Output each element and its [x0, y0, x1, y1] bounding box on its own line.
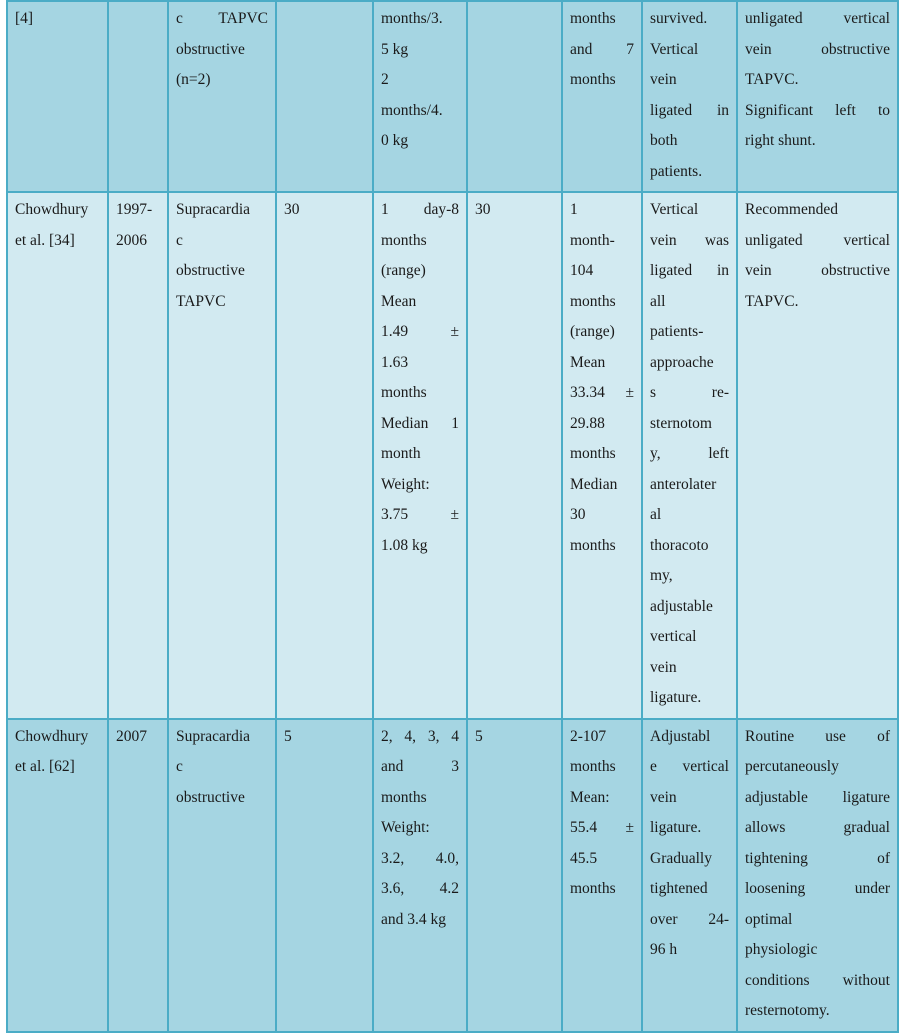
cell-word: 33.34: [570, 384, 605, 401]
technique-cell: [642, 719, 737, 1032]
cell-line: months/3.: [381, 10, 443, 27]
cell-line: months: [570, 536, 616, 554]
cell-word: unligated: [745, 10, 803, 27]
cell-word: of: [877, 727, 890, 745]
cell-word: under: [854, 880, 890, 897]
cell-line: right shunt.: [745, 132, 816, 149]
cell-line: 1997-: [116, 201, 153, 218]
cell-line: 0 kg: [381, 132, 409, 149]
cell-word: c: [176, 10, 183, 27]
cell-word: conditions: [745, 971, 810, 989]
cell-line: [650, 96, 729, 127]
survivors-cell: [467, 719, 562, 1032]
cell-word: 24-: [708, 910, 729, 928]
cell-line: [570, 813, 634, 844]
cell-line: approache: [650, 353, 714, 371]
cell-word: re-: [711, 384, 729, 401]
cell-word: day-8: [423, 201, 459, 218]
age-weight-cell: [373, 192, 467, 719]
cell-line: al: [650, 506, 662, 523]
cell-word: 1: [451, 414, 459, 432]
cell-line: Recommended: [745, 201, 838, 218]
cell-word: over: [650, 910, 678, 928]
cell-word: s: [650, 384, 657, 401]
cell-line: months: [381, 231, 427, 249]
cell-line: months: [570, 10, 616, 27]
survivors-cell: [467, 192, 562, 719]
cell-word: 4.2: [439, 880, 459, 897]
cell-word: 3.75: [381, 506, 409, 523]
cell-line: [745, 966, 890, 997]
cell-line: patients-: [650, 323, 704, 340]
years-cell: [108, 192, 168, 719]
cell-line: [745, 844, 890, 875]
cell-line: [650, 378, 729, 409]
cell-line: [745, 256, 890, 287]
cell-line: vein: [650, 658, 677, 676]
cell-word: left: [835, 101, 856, 119]
cell-line: months: [570, 758, 616, 775]
cell-line: [381, 844, 459, 875]
cell-line: optimal: [745, 910, 793, 928]
cell-line: Vertical: [650, 201, 699, 218]
cell-word: Routine: [745, 727, 795, 745]
cell-line: months: [570, 71, 616, 88]
cell-line: 2007: [116, 727, 147, 745]
cell-line: all: [650, 292, 666, 310]
cell-line: [745, 722, 890, 753]
cell-word: vein: [745, 262, 772, 279]
cell-line: vertical: [650, 628, 697, 645]
cell-line: resternotomy.: [745, 1002, 830, 1019]
cell-line: percutaneously: [745, 758, 839, 775]
cell-line: patients.: [650, 162, 703, 180]
cell-line: [650, 905, 729, 936]
conclusion-cell: [737, 1, 898, 192]
follow-up-cell: [562, 192, 642, 719]
cell-line: c: [176, 231, 183, 249]
cell-word: vein: [650, 231, 677, 249]
cell-line: TAPVC: [176, 292, 226, 310]
cell-word: ±: [450, 506, 459, 523]
cell-word: allows: [745, 819, 786, 836]
cell-line: obstructive: [176, 40, 245, 58]
cell-line: 1.08 kg: [381, 536, 428, 554]
cell-line: 29.88: [570, 414, 605, 432]
technique-cell: [642, 1, 737, 192]
tapvc-type-cell: [168, 192, 276, 719]
cell-word: use: [825, 727, 846, 745]
cell-line: [176, 4, 268, 35]
cell-line: Chowdhury: [15, 201, 89, 218]
cell-line: [650, 226, 729, 257]
cell-word: ±: [625, 819, 634, 836]
cell-line: [745, 783, 890, 814]
cell-line: [381, 195, 459, 226]
cell-line: 45.5: [570, 849, 598, 867]
cell-line: [4]: [15, 10, 34, 27]
cell-word: tightening: [745, 849, 808, 867]
cell-line: [570, 35, 634, 66]
cell-line: Weight:: [381, 819, 430, 836]
table-row: [7, 719, 898, 1032]
cell-line: month: [381, 445, 421, 462]
cell-line: months: [381, 384, 427, 401]
table-row: [7, 192, 898, 719]
cell-line: 104: [570, 262, 594, 279]
cell-line: Mean: [381, 292, 417, 310]
cell-line: (range): [381, 262, 426, 279]
cell-line: [745, 35, 890, 66]
cell-line: my,: [650, 567, 673, 584]
conclusion-cell: [737, 192, 898, 719]
cell-line: tightened: [650, 880, 708, 897]
cell-line: [570, 378, 634, 409]
cell-word: 3.6,: [381, 880, 405, 897]
cell-line: Gradually: [650, 849, 712, 867]
cell-line: physiologic: [745, 941, 818, 958]
cell-word: 2,: [381, 727, 393, 745]
cell-word: to: [877, 101, 890, 119]
cell-line: (n=2): [176, 71, 211, 88]
age-weight-cell: [373, 1, 467, 192]
cell-word: Significant: [745, 101, 814, 119]
cell-line: [650, 256, 729, 287]
cell-line: Adjustabl: [650, 727, 711, 745]
cell-line: [745, 4, 890, 35]
cell-line: months/4.: [381, 101, 443, 119]
cell-word: vein: [745, 40, 772, 58]
cell-word: ligated: [650, 262, 693, 279]
cell-line: Median: [570, 475, 618, 493]
cell-line: 30: [284, 201, 300, 218]
cell-line: 1.63: [381, 353, 409, 371]
cell-line: 1: [570, 201, 578, 218]
cell-word: ligated: [650, 101, 693, 119]
cell-line: and 3.4 kg: [381, 910, 447, 928]
cell-line: 5: [475, 727, 483, 745]
cell-word: 1: [381, 201, 389, 218]
cell-line: Mean:: [570, 788, 610, 806]
cell-line: months: [570, 292, 616, 310]
years-cell: [108, 719, 168, 1032]
cell-word: ligature: [842, 788, 890, 806]
cell-line: anterolater: [650, 475, 717, 493]
cell-line: Supracardia: [176, 727, 251, 745]
cell-word: was: [704, 231, 729, 249]
cell-line: [650, 752, 729, 783]
cell-word: 7: [626, 40, 634, 58]
cell-word: vertical: [843, 10, 890, 27]
cell-line: [650, 439, 729, 470]
cell-line: (range): [570, 323, 615, 340]
study-cell: [7, 719, 108, 1032]
age-weight-cell: [373, 719, 467, 1032]
cell-word: Median: [381, 414, 429, 432]
study-cell: [7, 1, 108, 192]
cell-line: sternotom: [650, 414, 712, 432]
cell-line: TAPVC.: [745, 292, 799, 310]
patient-count-cell: [276, 192, 373, 719]
cell-word: 1.49: [381, 323, 409, 340]
cell-word: gradual: [843, 819, 890, 836]
cell-line: 2: [381, 71, 389, 88]
cell-word: adjustable: [745, 788, 808, 806]
cell-word: e: [650, 758, 657, 775]
cell-word: y,: [650, 445, 661, 462]
cell-line: c: [176, 758, 183, 775]
cell-line: months: [381, 788, 427, 806]
cell-line: 5 kg: [381, 40, 409, 58]
table-row: [7, 1, 898, 192]
cell-line: et al. [34]: [15, 231, 75, 249]
cell-line: [381, 500, 459, 531]
study-cell: [7, 192, 108, 719]
cell-line: vein: [650, 71, 677, 88]
cell-word: ±: [450, 323, 459, 340]
cell-line: [381, 409, 459, 440]
cell-line: obstructive: [176, 788, 245, 806]
cell-word: 3,: [427, 727, 440, 745]
cell-line: Mean: [570, 353, 606, 371]
cell-line: thoracoto: [650, 536, 709, 554]
survivors-cell: [467, 1, 562, 192]
cell-line: Chowdhury: [15, 727, 89, 745]
cell-line: 96 h: [650, 941, 678, 958]
tapvc-type-cell: [168, 1, 276, 192]
cell-word: 3: [451, 758, 459, 775]
cell-line: both: [650, 132, 678, 149]
patient-count-cell: [276, 1, 373, 192]
tapvc-type-cell: [168, 719, 276, 1032]
cell-line: obstructive: [176, 262, 245, 279]
cell-line: month-: [570, 231, 615, 249]
cell-word: of: [877, 849, 890, 867]
cell-word: in: [716, 262, 729, 279]
cell-word: without: [842, 971, 890, 989]
cell-word: loosening: [745, 880, 806, 897]
cell-line: 30: [570, 506, 586, 523]
follow-up-cell: [562, 719, 642, 1032]
cell-word: vertical: [843, 231, 890, 249]
cell-word: unligated: [745, 231, 803, 249]
cell-line: Supracardia: [176, 201, 251, 218]
cell-word: 4,: [404, 727, 417, 745]
cell-line: months: [570, 880, 616, 897]
cell-word: left: [708, 445, 729, 462]
cell-line: 2006: [116, 231, 147, 249]
cell-line: 2-107: [570, 727, 607, 745]
cell-line: [745, 874, 890, 905]
cell-line: [381, 752, 459, 783]
cell-line: TAPVC.: [745, 71, 799, 88]
cell-line: et al. [62]: [15, 758, 75, 775]
studies-table: [6, 0, 899, 1033]
cell-word: and: [381, 758, 404, 775]
cell-line: 30: [475, 201, 491, 218]
cell-word: 4.0,: [435, 849, 459, 867]
cell-line: [745, 96, 890, 127]
cell-line: [381, 874, 459, 905]
cell-line: 5: [284, 727, 292, 745]
cell-word: in: [716, 101, 729, 119]
cell-line: survived.: [650, 10, 708, 27]
cell-line: ligature.: [650, 819, 702, 836]
cell-word: ±: [625, 384, 634, 401]
technique-cell: [642, 192, 737, 719]
cell-word: 4: [451, 727, 459, 745]
cell-line: vein: [650, 788, 677, 806]
cell-word: obstructive: [821, 40, 890, 58]
cell-line: ligature.: [650, 689, 702, 706]
years-cell: [108, 1, 168, 192]
cell-line: adjustable: [650, 597, 713, 615]
cell-line: [381, 317, 459, 348]
conclusion-cell: [737, 719, 898, 1032]
cell-word: 55.4: [570, 819, 598, 836]
cell-line: [745, 813, 890, 844]
cell-word: and: [570, 40, 593, 58]
cell-line: Weight:: [381, 475, 430, 493]
cell-word: TAPVC: [218, 10, 268, 27]
cell-word: 3.2,: [381, 849, 405, 867]
patient-count-cell: [276, 719, 373, 1032]
cell-line: months: [570, 445, 616, 462]
cell-line: [745, 226, 890, 257]
cell-word: obstructive: [821, 262, 890, 279]
cell-line: [381, 722, 459, 753]
follow-up-cell: [562, 1, 642, 192]
cell-word: vertical: [682, 758, 729, 775]
cell-line: Vertical: [650, 40, 699, 58]
